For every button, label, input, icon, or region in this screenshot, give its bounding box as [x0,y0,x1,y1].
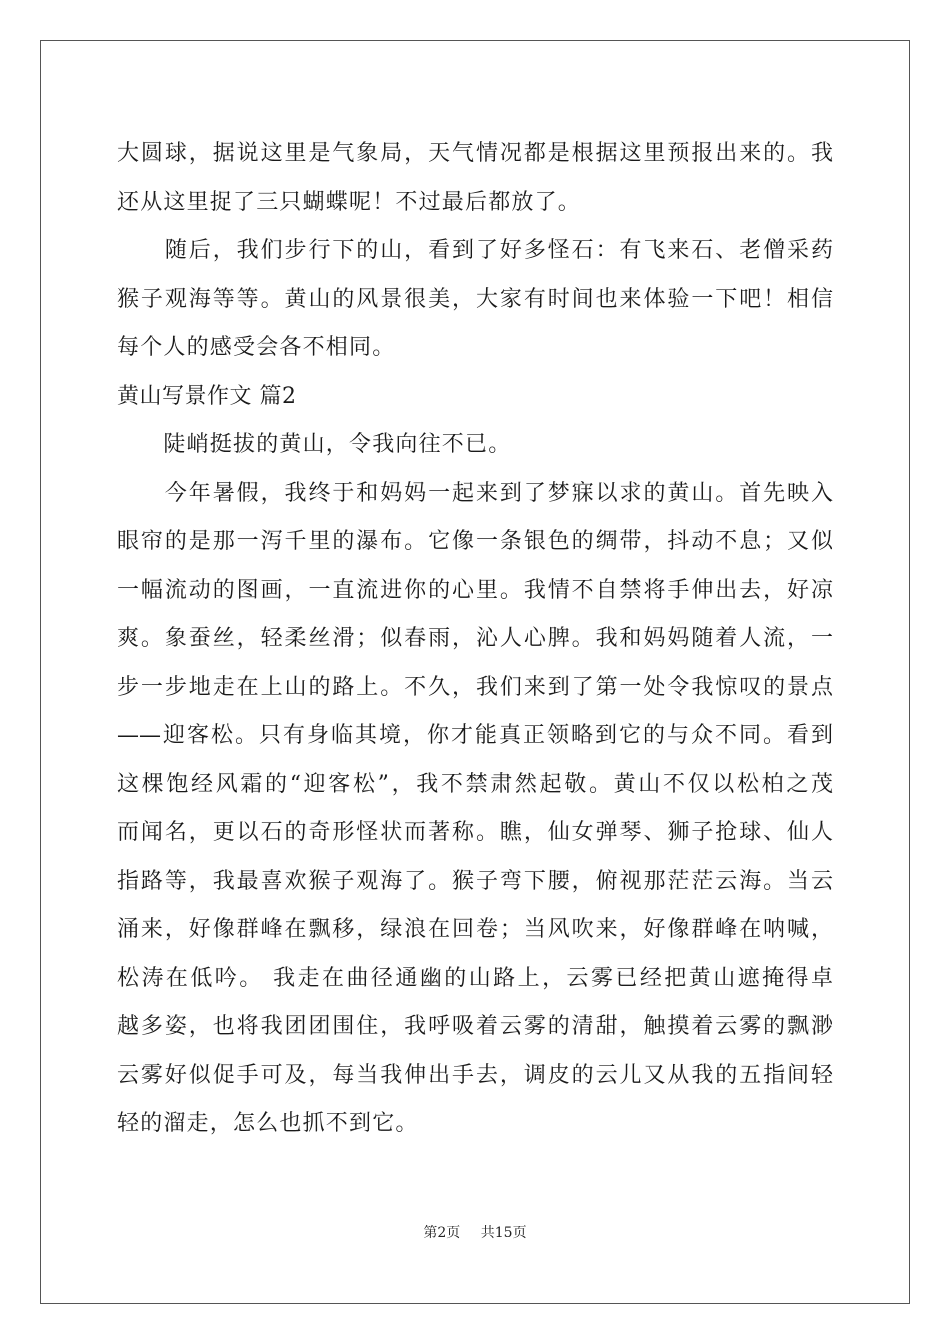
text-line: 越多姿，也将我团团围住，我呼吸着云雾的清甜，触摸着云雾的飘渺 [117,1014,833,1039]
page-number: 第2页 [423,1225,461,1241]
text-line: 爽。象蚕丝，轻柔丝滑；似春雨，沁人心脾。我和妈妈随着人流，一 [117,626,833,651]
text-line: 云雾好似促手可及，每当我伸出手去，调皮的云儿又从我的五指间轻 [117,1062,833,1088]
text-line: 步一步地走在上山的路上。不久，我们来到了第一处令我惊叹的景点 [117,674,833,700]
page-footer [0,1222,950,1242]
text-line: 而闻名，更以石的奇形怪状而著称。瞧，仙女弹琴、狮子抢球、仙人 [117,820,833,845]
section-heading: 黄山写景作文 篇2 [117,383,297,409]
text-line: 陡峭挺拔的黄山，令我向往不已。 [117,432,512,457]
text-line: 每个人的感受会各不相同。 [117,335,396,360]
text-line: ——迎客松。只有身临其境，你才能真正领略到它的与众不同。看到 [117,723,833,748]
text-line: 涌来，好像群峰在飘移，绿浪在回卷；当风吹来，好像群峰在呐喊， [117,917,833,942]
text-line: 松涛在低吟。 我走在曲径通幽的山路上，云雾已经把黄山遮掩得卓 [117,965,833,991]
text-line: 这棵饱经风霜的“迎客松”，我不禁肃然起敬。黄山不仅以松柏之茂 [117,771,833,797]
text-line: 今年暑假，我终于和妈妈一起来到了梦寐以求的黄山。首先映入 [117,480,833,506]
text-line: 大圆球，据说这里是气象局，天气情况都是根据这里预报出来的。我 [117,141,833,166]
text-line: 随后，我们步行下的山，看到了好多怪石：有飞来石、老僧采药 [117,238,833,263]
text-line: 眼帘的是那一泻千里的瀑布。它像一条银色的绸带，抖动不息；又似 [117,529,833,554]
text-line: 猴子观海等等。黄山的风景很美，大家有时间也来体验一下吧！相信 [117,286,833,312]
text-line: 一幅流动的图画，一直流进你的心里。我情不自禁将手伸出去，好凉 [117,577,833,603]
text-line: 轻的溜走，怎么也抓不到它。 [117,1111,419,1136]
text-line: 还从这里捉了三只蝴蝶呢！不过最后都放了。 [117,189,582,215]
page-total: 共15页 [480,1225,527,1241]
text-line: 指路等，我最喜欢猴子观海了。猴子弯下腰，俯视那茫茫云海。当云 [117,868,833,894]
document-body [117,130,833,1149]
